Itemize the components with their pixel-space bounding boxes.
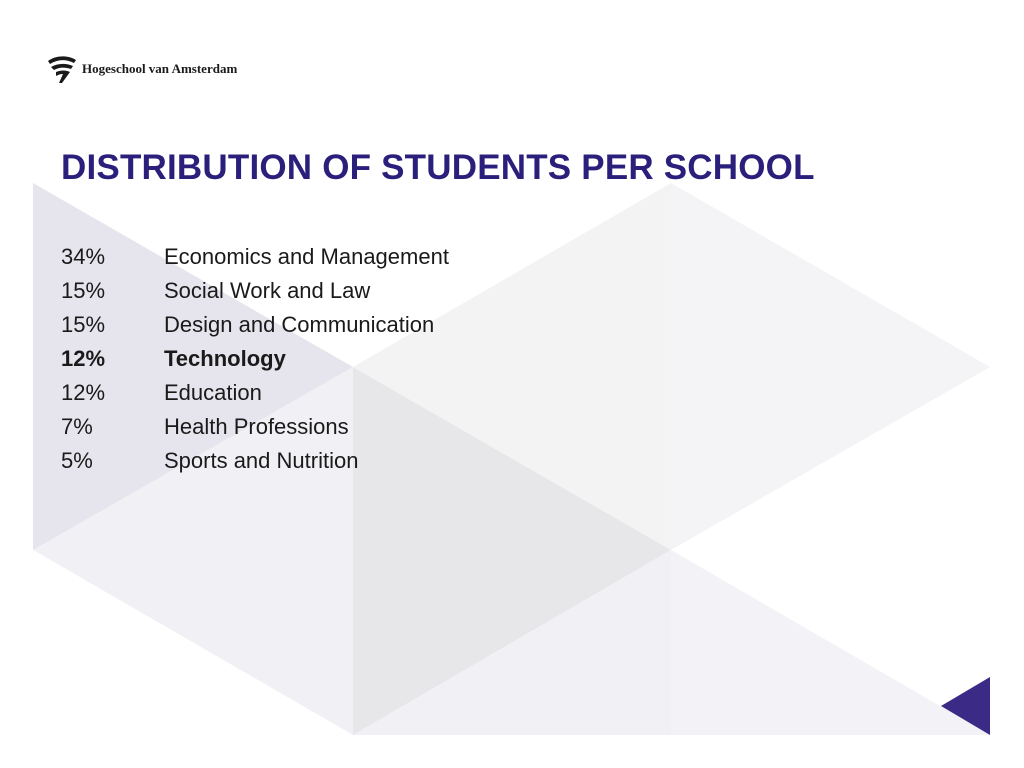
school-name: Education [164,380,262,405]
school-name: Economics and Management [164,244,449,269]
school-name: Health Professions [164,414,349,439]
percent-value: 15% [61,312,106,337]
slide-title: DISTRIBUTION OF STUDENTS PER SCHOOL [61,148,815,187]
school-name: Technology [164,346,286,371]
school-name: Sports and Nutrition [164,448,359,473]
school-name: Design and Communication [164,312,435,337]
percent-value: 5% [61,448,93,473]
percent-value: 7% [61,414,93,439]
school-name: Social Work and Law [164,278,371,303]
percent-value: 15% [61,278,106,303]
percent-value: 12% [61,346,106,371]
percent-value: 12% [61,380,106,405]
percent-value: 34% [61,244,106,269]
logo-text: Hogeschool van Amsterdam [82,61,238,76]
